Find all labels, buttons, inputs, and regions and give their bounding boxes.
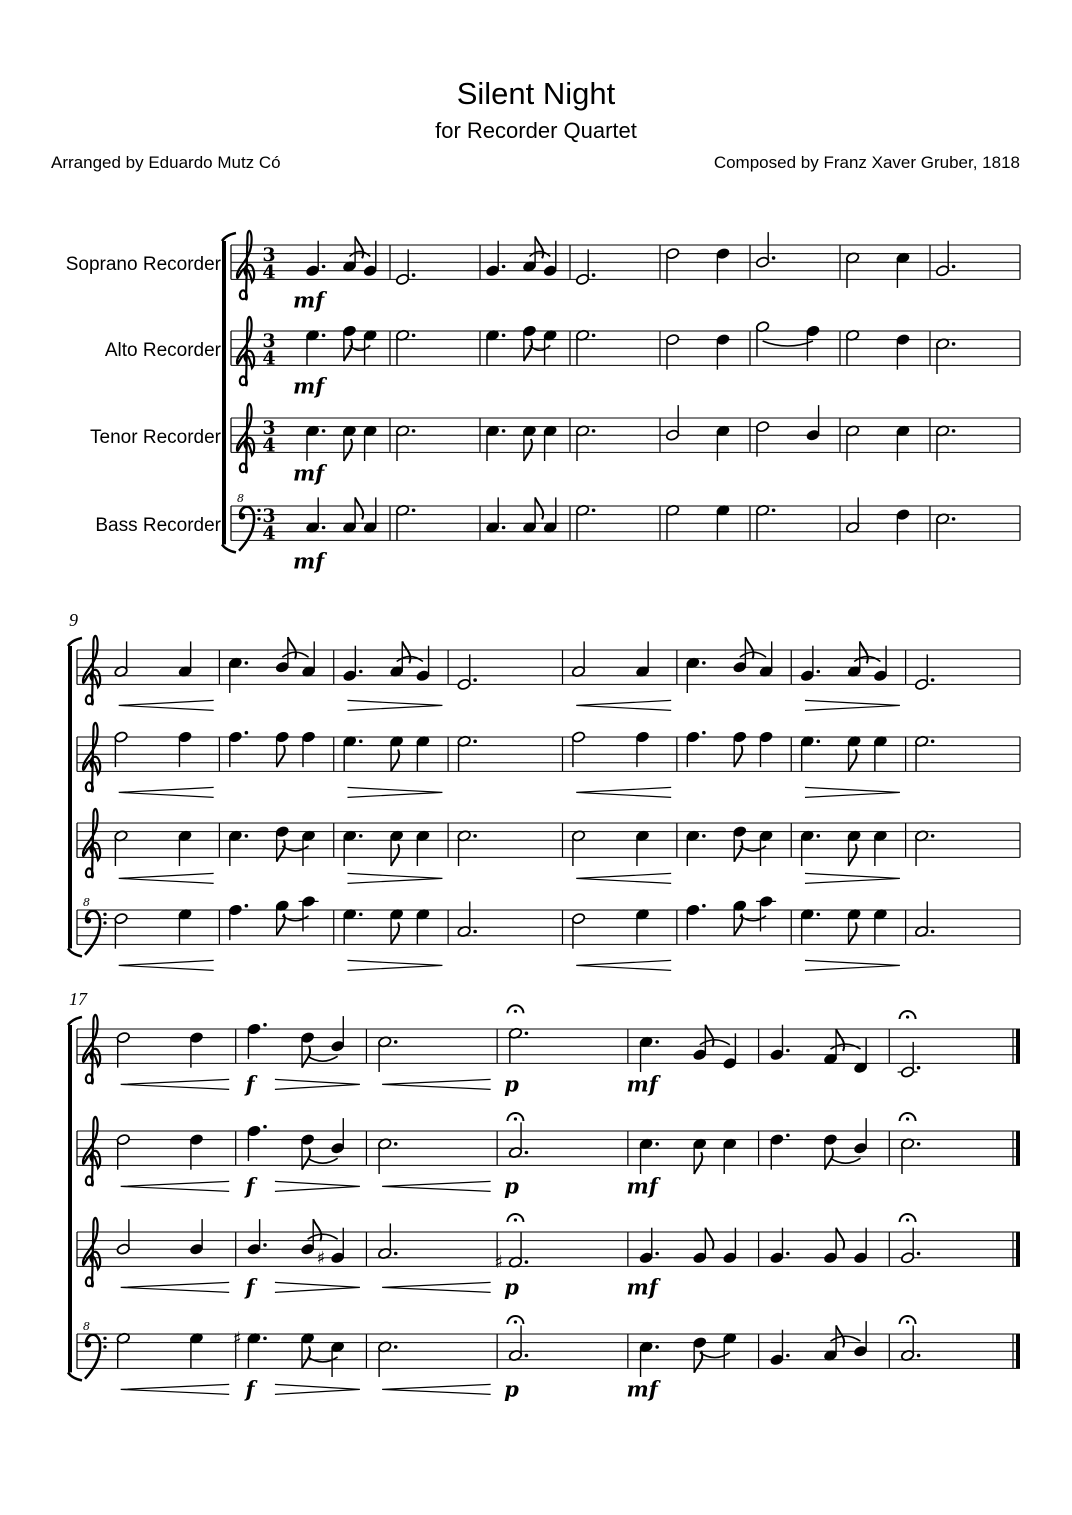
diminuendo-hairpin — [347, 873, 442, 883]
instrument-name: Soprano Recorder — [65, 254, 221, 275]
time-signature-top: 3 — [262, 330, 276, 353]
crescendo-hairpin — [121, 1282, 229, 1292]
augmentation-dot — [359, 834, 363, 838]
augmentation-dot — [263, 1023, 267, 1027]
augmentation-dot — [931, 834, 935, 838]
bass-clef-dot — [103, 1345, 106, 1348]
augmentation-dot — [502, 526, 506, 530]
bass-clef-dot — [103, 1337, 106, 1340]
augmentation-dot — [245, 731, 249, 735]
eighth-flag — [705, 1025, 713, 1047]
augmentation-dot — [412, 429, 416, 433]
time-signature-bottom: 4 — [262, 434, 276, 457]
crescendo-hairpin — [382, 1079, 490, 1089]
sharp-accidental: ♯ — [316, 1247, 326, 1269]
diminuendo-hairpin — [805, 960, 900, 970]
eighth-flag — [535, 236, 543, 258]
augmentation-dot — [263, 1337, 267, 1341]
bracket-hook — [68, 948, 82, 956]
system-3 — [68, 989, 1020, 1401]
augmentation-dot — [655, 1252, 659, 1256]
augmentation-dot — [412, 334, 416, 338]
score-subtitle: for Recorder Quartet — [435, 118, 637, 143]
system-2 — [68, 610, 1020, 970]
eighth-flag — [355, 236, 363, 258]
bass-clef-dot — [257, 509, 260, 512]
fermata-dot — [906, 1015, 909, 1018]
eighth-flag — [849, 922, 857, 944]
augmentation-dot — [502, 265, 506, 269]
staff-tenor-recorder — [77, 809, 1020, 884]
bracket-hook — [68, 1017, 82, 1025]
arranger-credit: Arranged by Eduardo Mutz Có — [51, 153, 281, 172]
dynamic-p: p — [504, 1071, 519, 1097]
treble-clef-icon — [83, 723, 100, 792]
dynamic-f: f — [245, 1173, 255, 1199]
ottava-mark: 8 — [83, 896, 90, 909]
bass-clef-dot — [257, 517, 260, 520]
crescendo-hairpin — [121, 1384, 229, 1394]
time-signature-top: 3 — [262, 244, 276, 267]
augmentation-dot — [702, 834, 706, 838]
bracket-hook — [222, 233, 236, 241]
time-signature-top: 3 — [262, 417, 276, 440]
diminuendo-hairpin — [275, 1384, 360, 1394]
measure-number: 9 — [69, 610, 78, 630]
bracket-hook — [68, 638, 82, 646]
augmentation-dot — [359, 913, 363, 917]
bass-clef-dot — [85, 917, 91, 923]
augmentation-dot — [473, 930, 477, 934]
staff-soprano-recorder — [77, 1005, 1020, 1096]
sharp-accidental: ♯ — [233, 1328, 242, 1350]
instrument-name: Alto Recorder — [104, 340, 221, 361]
dynamic-mf: mf — [292, 460, 325, 486]
fermata-dot — [906, 1320, 909, 1323]
final-barline — [1016, 1334, 1020, 1368]
crescendo-hairpin — [119, 700, 214, 710]
augmentation-dot — [917, 1354, 921, 1358]
treble-clef-icon — [237, 317, 254, 386]
bracket-hook — [222, 544, 236, 552]
treble-clef-icon — [83, 809, 100, 878]
bracket-hook — [68, 1372, 82, 1380]
dynamic-mf: mf — [626, 1274, 658, 1300]
system-1 — [66, 231, 1020, 574]
dynamic-mf: mf — [292, 373, 325, 399]
diminuendo-hairpin — [275, 1282, 360, 1292]
fermata-dot — [514, 1320, 517, 1323]
eighth-flag — [524, 439, 532, 461]
ottava-mark: 8 — [237, 492, 244, 505]
crescendo-hairpin — [121, 1181, 229, 1191]
augmentation-dot — [359, 670, 363, 674]
fermata-dot — [906, 1117, 909, 1120]
slur — [830, 1158, 860, 1163]
slur — [308, 1234, 338, 1239]
eighth-flag — [734, 840, 742, 862]
eighth-flag — [705, 1228, 713, 1250]
eighth-flag — [391, 749, 399, 771]
dynamic-f: f — [245, 1376, 255, 1402]
final-barline — [1016, 1029, 1020, 1063]
staff-tenor-recorder — [90, 404, 1020, 486]
augmentation-dot — [525, 1354, 529, 1358]
augmentation-dot — [502, 429, 506, 433]
dynamic-f: f — [245, 1071, 255, 1097]
diminuendo-hairpin — [275, 1181, 360, 1191]
treble-clef-icon — [83, 636, 100, 705]
diminuendo-hairpin — [275, 1079, 360, 1089]
score-title: Silent Night — [456, 76, 616, 111]
augmentation-dot — [394, 1040, 398, 1044]
augmentation-dot — [655, 1345, 659, 1349]
augmentation-dot — [592, 273, 596, 277]
augmentation-dot — [931, 740, 935, 744]
diminuendo-hairpin — [805, 700, 900, 710]
treble-clef-icon — [237, 231, 254, 300]
sharp-accidental: ♯ — [494, 1252, 504, 1274]
eighth-flag — [694, 1152, 702, 1174]
staff-alto-recorder — [77, 1113, 1020, 1198]
staff-bass-recorder — [95, 492, 1020, 573]
augmentation-dot — [245, 834, 249, 838]
augmentation-dot — [263, 1125, 267, 1129]
bass-clef-dot — [85, 1341, 91, 1347]
augmentation-dot — [245, 661, 249, 665]
fermata-dot — [514, 1218, 517, 1221]
eighth-flag — [745, 637, 753, 659]
staff-soprano-recorder — [66, 231, 1020, 313]
augmentation-dot — [322, 265, 326, 269]
augmentation-dot — [245, 904, 249, 908]
system-bracket — [68, 646, 72, 948]
augmentation-dot — [952, 517, 956, 521]
augmentation-dot — [786, 1252, 790, 1256]
augmentation-dot — [263, 1243, 267, 1247]
augmentation-dot — [394, 1252, 398, 1256]
eighth-flag — [391, 844, 399, 866]
staff-bass-recorder — [77, 1316, 1020, 1401]
crescendo-hairpin — [382, 1181, 490, 1191]
bass-clef-dot — [239, 513, 245, 519]
augmentation-dot — [655, 1142, 659, 1146]
diminuendo-hairpin — [347, 787, 442, 797]
augmentation-dot — [322, 429, 326, 433]
crescendo-hairpin — [576, 960, 671, 970]
dynamic-mf: mf — [292, 548, 325, 574]
eighth-flag — [836, 1228, 844, 1250]
system-bracket — [68, 1025, 72, 1372]
augmentation-dot — [359, 740, 363, 744]
crescendo-hairpin — [119, 787, 214, 797]
eighth-flag — [277, 840, 285, 862]
augmentation-dot — [322, 334, 326, 338]
slur — [830, 1336, 860, 1341]
eighth-flag — [402, 641, 410, 663]
eighth-flag — [535, 497, 543, 519]
augmentation-dot — [816, 740, 820, 744]
eighth-flag — [391, 922, 399, 944]
augmentation-dot — [931, 930, 935, 934]
system-bracket — [222, 241, 226, 544]
augmentation-dot — [473, 740, 477, 744]
fermata-dot — [514, 1010, 517, 1013]
dynamic-mf: mf — [292, 287, 325, 313]
crescendo-hairpin — [121, 1079, 229, 1089]
eighth-flag — [734, 745, 742, 767]
augmentation-dot — [702, 661, 706, 665]
augmentation-dot — [786, 1354, 790, 1358]
augmentation-dot — [394, 1142, 398, 1146]
diminuendo-hairpin — [347, 960, 442, 970]
staff-alto-recorder — [105, 317, 1020, 399]
augmentation-dot — [473, 834, 477, 838]
slur — [763, 341, 813, 346]
dynamic-mf: mf — [626, 1376, 658, 1402]
eighth-flag — [344, 339, 352, 361]
augmentation-dot — [525, 1260, 529, 1264]
measure-number: 17 — [69, 989, 87, 1009]
augmentation-dot — [592, 509, 596, 513]
fermata-dot — [514, 1117, 517, 1120]
time-signature-top: 3 — [262, 505, 276, 528]
eighth-flag — [344, 439, 352, 461]
augmentation-dot — [394, 1345, 398, 1349]
fermata-dot — [906, 1218, 909, 1221]
slur — [700, 1040, 730, 1045]
eighth-flag — [524, 339, 532, 361]
crescendo-hairpin — [119, 960, 214, 970]
augmentation-dot — [917, 1066, 921, 1070]
augmentation-dot — [525, 1032, 529, 1036]
crescendo-hairpin — [576, 873, 671, 883]
augmentation-dot — [502, 334, 506, 338]
treble-clef-icon — [237, 404, 254, 473]
bass-clef-dot — [103, 913, 106, 916]
augmentation-dot — [816, 670, 820, 674]
final-barline — [1016, 1131, 1020, 1165]
treble-clef-icon — [83, 1117, 100, 1186]
augmentation-dot — [786, 1134, 790, 1138]
augmentation-dot — [525, 1151, 529, 1155]
augmentation-dot — [412, 509, 416, 513]
eighth-flag — [288, 637, 296, 659]
instrument-name: Tenor Recorder — [90, 427, 221, 448]
staff-tenor-recorder — [77, 1214, 1020, 1299]
instrument-name: Bass Recorder — [95, 515, 221, 536]
ottava-mark: 8 — [83, 1320, 90, 1333]
slur — [308, 1056, 338, 1061]
augmentation-dot — [952, 342, 956, 346]
dynamic-mf: mf — [626, 1173, 658, 1199]
diminuendo-hairpin — [347, 700, 442, 710]
augmentation-dot — [702, 904, 706, 908]
crescendo-hairpin — [382, 1282, 490, 1292]
augmentation-dot — [816, 913, 820, 917]
composer-credit: Composed by Franz Xaver Gruber, 1818 — [713, 153, 1020, 172]
eighth-flag — [277, 745, 285, 767]
time-signature-bottom: 4 — [262, 522, 276, 545]
staff-soprano-recorder — [77, 636, 1020, 711]
dynamic-mf: mf — [626, 1071, 658, 1097]
treble-clef-icon — [83, 1218, 100, 1287]
augmentation-dot — [917, 1142, 921, 1146]
augmentation-dot — [592, 429, 596, 433]
eighth-flag — [355, 497, 363, 519]
crescendo-hairpin — [382, 1384, 490, 1394]
augmentation-dot — [816, 834, 820, 838]
crescendo-hairpin — [576, 700, 671, 710]
diminuendo-hairpin — [805, 873, 900, 883]
eighth-flag — [836, 1029, 844, 1051]
augmentation-dot — [592, 334, 596, 338]
staff-bass-recorder — [77, 895, 1020, 970]
augmentation-dot — [786, 1049, 790, 1053]
augmentation-dot — [473, 678, 477, 682]
eighth-flag — [860, 641, 868, 663]
augmentation-dot — [655, 1040, 659, 1044]
augmentation-dot — [412, 273, 416, 277]
augmentation-dot — [322, 526, 326, 530]
augmentation-dot — [772, 256, 776, 260]
dynamic-p: p — [504, 1173, 519, 1199]
slur — [308, 1158, 338, 1163]
augmentation-dot — [702, 731, 706, 735]
dynamic-p: p — [504, 1376, 519, 1402]
augmentation-dot — [917, 1252, 921, 1256]
eighth-flag — [313, 1219, 321, 1241]
eighth-flag — [849, 749, 857, 771]
time-signature-bottom: 4 — [262, 347, 276, 370]
augmentation-dot — [772, 509, 776, 513]
final-barline — [1016, 1232, 1020, 1266]
time-signature-bottom: 4 — [262, 261, 276, 284]
crescendo-hairpin — [576, 787, 671, 797]
augmentation-dot — [952, 265, 956, 269]
slur — [700, 1353, 730, 1358]
staff-alto-recorder — [77, 723, 1020, 798]
bass-clef-dot — [103, 921, 106, 924]
augmentation-dot — [931, 678, 935, 682]
crescendo-hairpin — [119, 873, 214, 883]
augmentation-dot — [952, 429, 956, 433]
dynamic-f: f — [245, 1274, 255, 1300]
diminuendo-hairpin — [805, 787, 900, 797]
dynamic-p: p — [504, 1274, 519, 1300]
treble-clef-icon — [83, 1015, 100, 1084]
eighth-flag — [849, 844, 857, 866]
